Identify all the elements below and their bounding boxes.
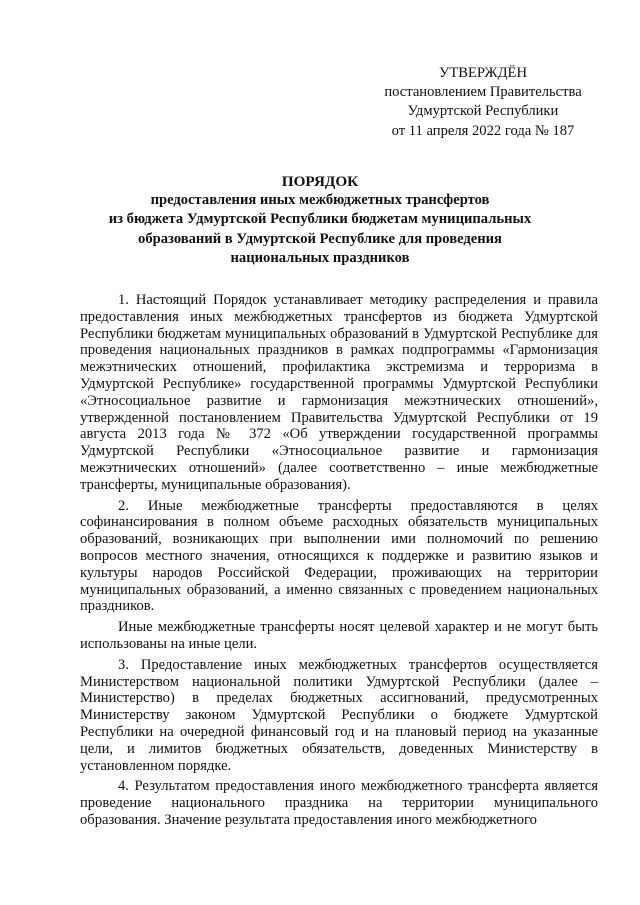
approval-line-3: Удмуртской Республики [407, 103, 559, 120]
paragraph-2: 2. Иные межбюджетные трансферты предоставляются в целях софинансирования в полном объеме расходных обязательств муниципальных образований, возникающих при выполнении ими полномочий по решению вопросов местного значения, относящихся к поддержке и развитию языков и культуры народов Российской Федерации, проживающих на территории муниципальных образований, а именно связанных с проведением национальных праздников. [80, 497, 598, 615]
title-line-3: образований в Удмуртской Республике для проведения [138, 230, 502, 247]
title-line-4: национальных праздников [230, 249, 410, 266]
paragraph-5: 4. Результатом предоставления иного межбюджетного трансферта является проведение национального праздника на территории муниципального образования. Значение результата предоставления иного межбюджетного [80, 778, 598, 828]
paragraph-4: 3. Предоставление иных межбюджетных трансфертов осуществляется Министерством национальной политики Удмуртской Республики (далее – Министерство) в пределах бюджетных ассигнований, предусмотренных Министерству законом Удмуртской Республики о бюджете Удмуртской Республики на очередной финансовый год и на плановый период на указанные цели, и лимитов бюджетных обязательств, доведенных Министерству в установленном порядке. [80, 656, 598, 774]
approval-stamp [372, 64, 594, 141]
paragraph-3: Иные межбюджетные трансферты носят целевой характер и не могут быть использованы на иные цели. [80, 619, 598, 652]
title-line-1: предоставления иных межбюджетных трансфертов [150, 192, 490, 209]
document-title [82, 172, 558, 268]
approval-line-4: от 11 апреля 2022 года № 187 [391, 122, 575, 139]
approval-line-1: УТВЕРЖДЁН [439, 65, 527, 81]
paragraph-1: 1. Настоящий Порядок устанавливает методику распределения и правила предоставления иных межбюджетных трансфертов из бюджета Удмуртской Республики бюджетам муниципальных образований в Удмуртской Республике для проведения национальных праздников в рамках подпрограммы «Гармонизация межэтнических отношений, профилактика экстремизма и терроризма в Удмуртской Республике» государственной программы Удмуртской Республики «Этносоциальное развитие и гармонизация межэтнических отношений», утвержденной постановлением Правительства Удмуртской Республики от 19 августа 2013 года № 372 «Об утверждении государственной программы Удмуртской Республики «Этносоциальное развитие и гармонизация межэтнических отношений» (далее соответственно – иные межбюджетные трансферты, муниципальные образования). [80, 292, 598, 493]
title-line-2: из бюджета Удмуртской Республики бюджетам муниципальных [108, 211, 532, 228]
document-body [80, 292, 598, 828]
approval-line-2: постановлением Правительства [384, 84, 582, 101]
title-heading: ПОРЯДОК [281, 173, 359, 190]
